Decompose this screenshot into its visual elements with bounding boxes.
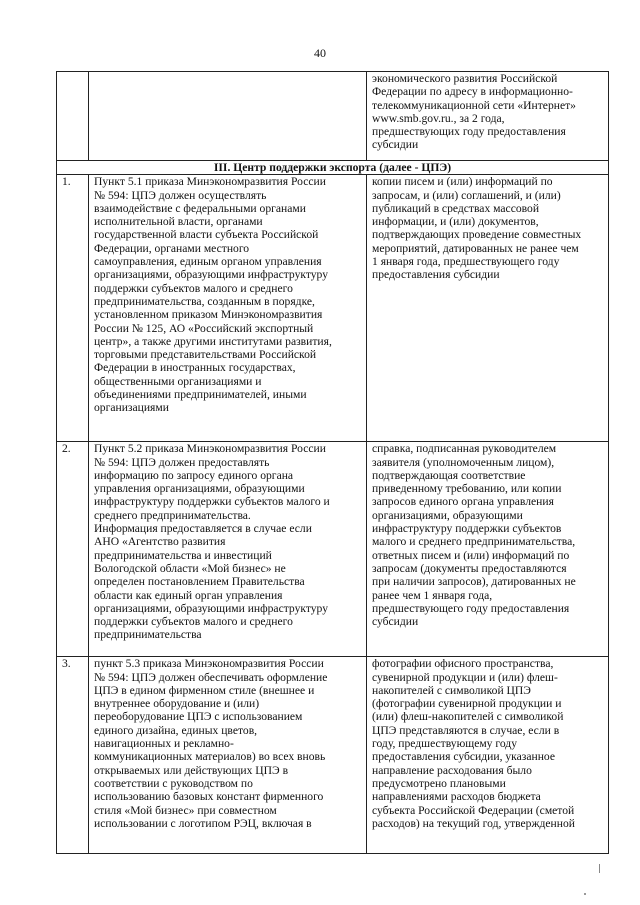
text-line: предоставления субсидии	[372, 268, 500, 282]
row-number: 1.	[57, 175, 89, 442]
documents-cell	[367, 657, 609, 854]
text-line: Федерации по адресу в информационно-	[372, 85, 573, 99]
section-title: III. Центр поддержки экспорта (далее - ЦПЭ)	[57, 161, 609, 175]
requirement-cell	[89, 175, 367, 442]
text-line: предпринимательства и инвестиций	[94, 548, 272, 562]
text-line: Федерации, органами местного	[94, 241, 250, 255]
text-line: справка, подписанная руководителем	[372, 442, 557, 456]
text-line: открываемых или действующих ЦПЭ в	[94, 763, 289, 777]
text-line: самоуправления, единым органом управления	[94, 255, 322, 269]
text-line: Пункт 5.1 приказа Минэкономразвития России	[94, 175, 326, 189]
text-line: расходов) на текущий год, утвержденной	[372, 816, 575, 830]
text-line: приведенному требованию, или копии	[372, 482, 562, 496]
text-line: инфраструктуру поддержки субъектов	[372, 522, 562, 536]
text-line: www.smb.gov.ru., за 2 года,	[372, 111, 505, 125]
text-line: ответных писем и (или) информаций по	[372, 548, 570, 562]
text-line: предоставления субсидии, указанное	[372, 750, 555, 764]
text-line: области как единый орган управления	[94, 588, 283, 602]
requirement-cell	[89, 657, 367, 854]
text-line: поддержки субъектов малого и среднего	[94, 615, 293, 629]
scan-mark	[599, 864, 600, 873]
table-row	[57, 657, 609, 854]
documents-cell	[367, 442, 609, 657]
documents-text	[372, 657, 603, 853]
text-line: управления организациями, образующими	[94, 482, 305, 496]
text-line: определен постановлением Правительства	[94, 575, 305, 589]
text-line: Вологодской области «Мой бизнес» не	[94, 561, 286, 575]
text-line: предпринимательства	[94, 628, 202, 642]
text-line: субсидии	[372, 615, 419, 629]
text-line: 1 января года, предшествующего году	[372, 255, 560, 269]
text-line: году, предшествующему году	[372, 737, 517, 751]
text-line: публикаций в средствах массовой	[372, 201, 540, 215]
text-line: объединениями предпринимателей, иными	[94, 388, 307, 402]
text-line: стиля «Мой бизнес» при совместном	[94, 803, 277, 817]
requirement-cell	[89, 72, 367, 161]
text-line: субъекта Российской Федерации (сметой	[372, 803, 575, 817]
row-number: 3.	[57, 657, 89, 854]
documents-cell	[367, 72, 609, 161]
text-line: использованию базовых констант фирменного	[94, 790, 324, 804]
text-line: запросам, и (или) соглашений, и (или)	[372, 188, 561, 202]
text-line: взаимодействие с федеральными органами	[94, 201, 306, 215]
text-line: ранее чем 1 января года,	[372, 588, 493, 602]
text-line: государственной власти субъекта Российской	[94, 228, 319, 242]
text-line: № 594: ЦПЭ должен предоставлять	[94, 455, 270, 469]
text-line: малого и среднего предпринимательства,	[372, 535, 576, 549]
text-line: направление расходования было	[372, 763, 532, 777]
text-line: России № 125, АО «Российский экспортный	[94, 321, 314, 335]
text-line: телекоммуникационной сети «Интернет»	[372, 98, 576, 112]
text-line: организациями, образующими	[372, 508, 523, 522]
text-line: переоборудование ЦПЭ с использованием	[94, 710, 303, 724]
text-line: использовании с логотипом РЭЦ, включая в	[94, 816, 312, 830]
text-line: установленном приказом Минэкономразвития	[94, 308, 323, 322]
text-line: фотографии офисного пространства,	[372, 657, 554, 671]
text-line: при наличии запросов), датированных не	[372, 575, 576, 589]
text-line: экономического развития Российской	[372, 72, 558, 85]
text-line: АНО «Агентство развития	[94, 535, 226, 549]
text-line: копии писем и (или) информаций по	[372, 175, 553, 189]
documents-text	[372, 442, 603, 656]
text-line: запросов единого органа управления	[372, 495, 554, 509]
text-line: предшествующих году предоставления	[372, 125, 566, 139]
text-line: общественными организациями и	[94, 374, 262, 388]
text-line: (или) флеш-накопителей с символикой	[372, 710, 564, 724]
text-line: Информация предоставляется в случае если	[94, 522, 312, 536]
text-line: подтверждающих проведение совместных	[372, 228, 582, 242]
num-cell	[57, 72, 89, 161]
row-number: 2.	[57, 442, 89, 657]
section-header-row	[57, 161, 609, 175]
text-line: коммуникационных материалов) во всех вновь	[94, 750, 326, 764]
text-line: центр», а также другими институтами развития,	[94, 334, 332, 348]
text-line: организациями	[94, 401, 169, 415]
text-line: торговыми представительствами Российской	[94, 348, 317, 362]
page-number: 40	[314, 46, 326, 60]
text-line: предшествующего году предоставления	[372, 601, 570, 615]
text-line: Пункт 5.2 приказа Минэкономразвития России	[94, 442, 326, 456]
text-line: (фотографии сувенирной продукции и	[372, 697, 562, 711]
scan-dot	[584, 893, 586, 895]
text-line: накопителей с символикой ЦПЭ	[372, 683, 531, 697]
documents-cell	[367, 175, 609, 442]
text-line: направлениями расходов бюджета	[372, 790, 541, 804]
text-line: соответствии с руководством по	[94, 776, 253, 790]
text-line: предусмотрено плановыми	[372, 776, 506, 790]
requirement-text	[94, 175, 361, 441]
text-line: информацию по запросу единого органа	[94, 468, 294, 482]
text-line: субсидии	[372, 138, 419, 152]
text-line: среднего предпринимательства.	[94, 508, 251, 522]
text-line: подтверждающая соответствие	[372, 468, 526, 482]
documents-text	[372, 72, 603, 160]
text-line: инфраструктуру поддержки субъектов малого и	[94, 495, 330, 509]
text-line: сувенирной продукции и (или) флеш-	[372, 670, 558, 684]
text-line: запросам (документы предоставляются	[372, 561, 567, 575]
text-line: ЦПЭ в едином фирменном стиле (внешнее и	[94, 683, 315, 697]
table-row	[57, 175, 609, 442]
table-row-continuation	[57, 72, 609, 161]
text-line: № 594: ЦПЭ должен обеспечивать оформление	[94, 670, 328, 684]
requirement-cell	[89, 442, 367, 657]
text-line: исполнительной власти, органами	[94, 215, 263, 229]
text-line: пункт 5.3 приказа Минэкономразвития России	[94, 657, 324, 671]
text-line: ЦПЭ представляются в случае, если в	[372, 723, 560, 737]
text-line: организациями, образующими инфраструктуру	[94, 601, 329, 615]
text-line: предпринимательства, созданным в порядке,	[94, 294, 315, 308]
table-row	[57, 442, 609, 657]
text-line: единого дизайна, единых цветов,	[94, 723, 258, 737]
text-line: поддержки субъектов малого и среднего	[94, 281, 293, 295]
text-line: организациями, образующими инфраструктуру	[94, 268, 329, 282]
requirements-table	[56, 71, 609, 854]
documents-text	[372, 175, 603, 441]
text-line: заявителя (уполномоченным лицом),	[372, 455, 555, 469]
text-line: внутреннее оборудование и (или)	[94, 697, 260, 711]
requirement-text	[94, 442, 361, 656]
text-line: мероприятий, датированных не ранее чем	[372, 241, 579, 255]
text-line: навигационных и рекламно-	[94, 737, 234, 751]
text-line: Федерации в иностранных государствах,	[94, 361, 296, 375]
text-line: информации, и (или) документов,	[372, 215, 539, 229]
text-line: № 594: ЦПЭ должен осуществлять	[94, 188, 267, 202]
requirement-text	[94, 657, 361, 853]
